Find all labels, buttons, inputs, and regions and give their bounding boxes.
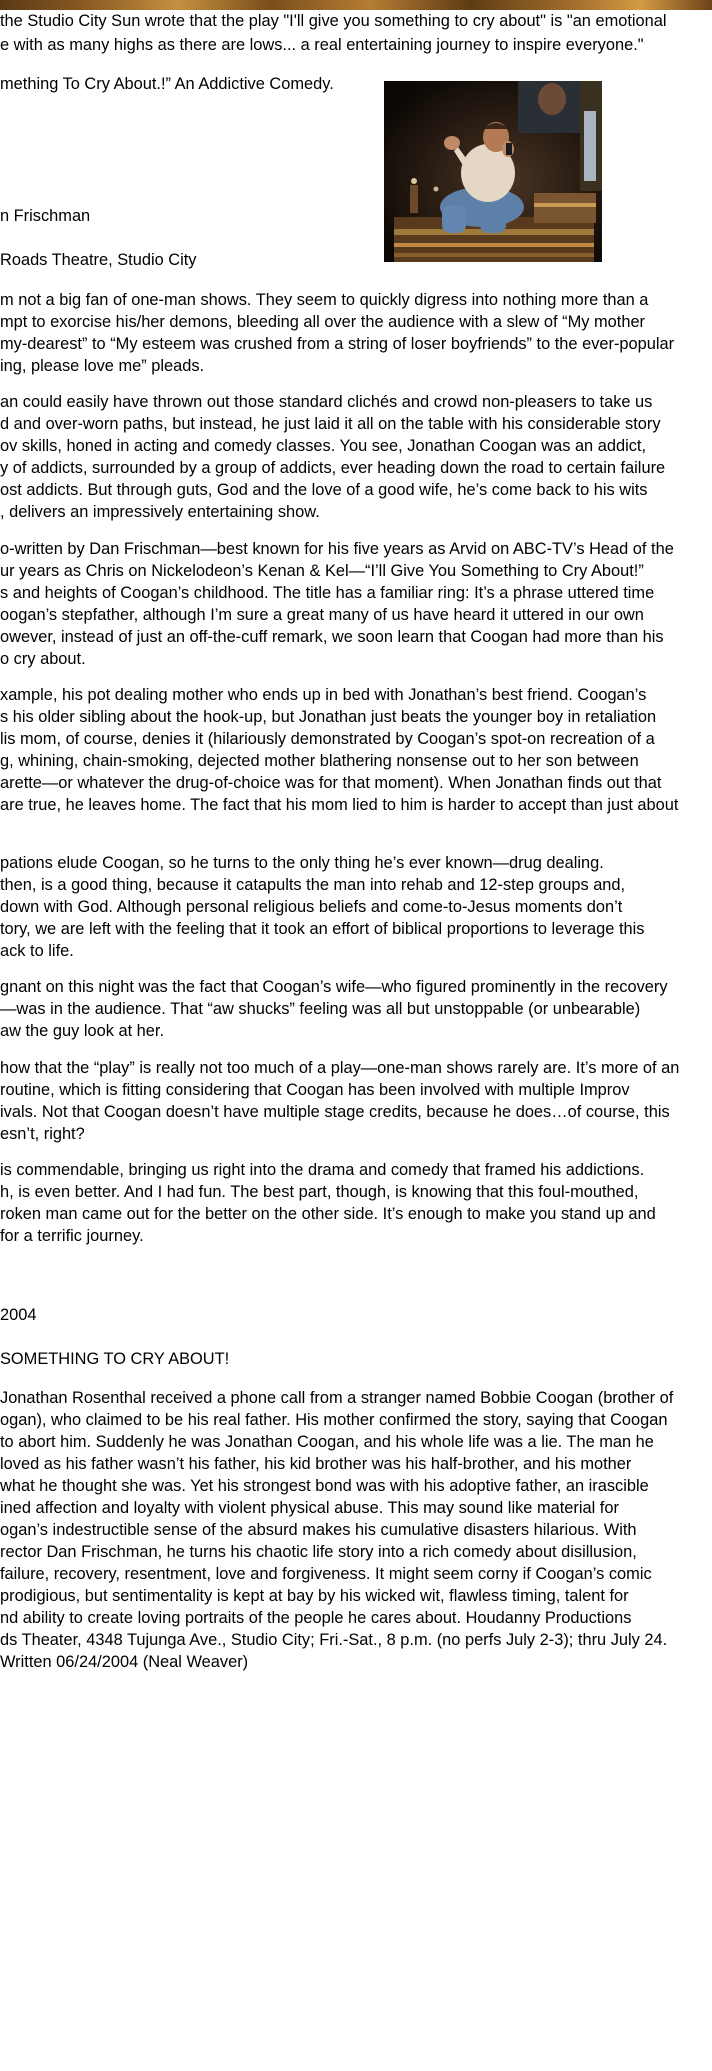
article-text-line: gnant on this night was the fact that Coogan’s wife—who figured prominently in the recovery <box>0 978 668 996</box>
article-text-line: y of addicts, surrounded by a group of addicts, ever heading down the road to certain failure <box>0 459 666 477</box>
performer-photo <box>384 81 602 262</box>
article-text-line: is commendable, bringing us right into the drama and comedy that framed his addictions. <box>0 1161 645 1179</box>
article-text-line: an could easily have thrown out those standard clichés and crowd non-pleasers to take us <box>0 393 653 411</box>
article-text-line: xample, his pot dealing mother who ends up in bed with Jonathan’s best friend. Coogan’s <box>0 686 647 704</box>
article-text-line: nd ability to create loving portraits of the people he cares about. Houdanny Productions <box>0 1609 632 1627</box>
article-text-line: o-written by Dan Frischman—best known for his five years as Arvid on ABC-TV’s Head of the <box>0 540 674 558</box>
top-banner <box>0 0 712 10</box>
article-text-line: arette—or whatever the drug-of-choice was for that moment). When Jonathan finds out that <box>0 774 662 792</box>
article-body <box>0 10 712 2071</box>
article-text-line: tory, we are left with the feeling that it took an effort of biblical proportions to leverage this <box>0 920 645 938</box>
article-text-line: lis mom, of course, denies it (hilariously demonstrated by Coogan’s spot-on recreation of a <box>0 730 655 748</box>
article-text-line: pations elude Coogan, so he turns to the only thing he’s ever known—drug dealing. <box>0 854 604 872</box>
article-text-line: , delivers an impressively entertaining show. <box>0 503 320 521</box>
article-text-line: oogan’s stepfather, although I’m sure a great many of us have heard it uttered in our own <box>0 606 644 624</box>
article-text-line: my-dearest” to “My esteem was crushed from a string of loser boyfriends” to the ever-popular <box>0 335 675 353</box>
article-text-line: n Frischman <box>0 207 91 225</box>
article-text-line: g, whining, chain-smoking, dejected mother blathering nonsense out to her son between <box>0 752 639 770</box>
article-text-line: Jonathan Rosenthal received a phone call from a stranger named Bobbie Coogan (brother of <box>0 1389 674 1407</box>
article-text-line: what he thought she was. Yet his strongest bond was with his adoptive father, an irascible <box>0 1477 649 1495</box>
article-text-line: mpt to exorcise his/her demons, bleeding all over the audience with a slew of “My mother <box>0 313 646 331</box>
article-text-line: owever, instead of just an off-the-cuff remark, we soon learn that Coogan had more than his <box>0 628 664 646</box>
article-text-line: s and heights of Coogan’s childhood. The title has a familiar ring: It’s a phrase uttered time <box>0 584 655 602</box>
article-text-line: are true, he leaves home. The fact that his mom lied to him is harder to accept than just about <box>0 796 679 814</box>
article-text-line: ur years as Chris on Nickelodeon’s Kenan & Kel—“I’ll Give You Something to Cry About!” <box>0 562 644 580</box>
article-text-line: down with God. Although personal religious beliefs and come-to-Jesus moments don’t <box>0 898 623 916</box>
article-text-line: ogan), who claimed to be his real father. His mother confirmed the story, saying that Coogan <box>0 1411 668 1429</box>
article-text-line: loved as his father wasn’t his father, his kid brother was his half-brother, and his mother <box>0 1455 632 1473</box>
article-text-line: d and over-worn paths, but instead, he just laid it all on the table with his considerable story <box>0 415 661 433</box>
article-text-line: Roads Theatre, Studio City <box>0 251 197 269</box>
article-text-line: ing, please love me” pleads. <box>0 357 205 375</box>
article-text-line: ost addicts. But through guts, God and the love of a good wife, he’s come back to his wits <box>0 481 648 499</box>
article-text-line: m not a big fan of one-man shows. They seem to quickly digress into nothing more than a <box>0 291 649 309</box>
article-text-line: to abort him. Suddenly he was Jonathan Coogan, and his whole life was a lie. The man he <box>0 1433 654 1451</box>
article-text-line: for a terrific journey. <box>0 1227 144 1245</box>
article-text-line: —was in the audience. That “aw shucks” feeling was all but unstoppable (or unbearable) <box>0 1000 641 1018</box>
article-text-line: ov skills, honed in acting and comedy classes. You see, Jonathan Coogan was an addict, <box>0 437 647 455</box>
article-text-line: failure, recovery, resentment, love and forgiveness. It might seem corny if Coogan’s comic <box>0 1565 652 1583</box>
article-text-line: s his older sibling about the hook-up, but Jonathan just beats the younger boy in retaliation <box>0 708 657 726</box>
article-text-line: roken man came out for the better on the other side. It’s enough to make you stand up and <box>0 1205 656 1223</box>
article-text-line: h, is even better. And I had fun. The best part, though, is knowing that this foul-mouthed, <box>0 1183 639 1201</box>
article-text-line: ivals. Not that Coogan doesn’t have multiple stage credits, because he does…of course, this <box>0 1103 670 1121</box>
article-text-line: routine, which is fitting considering that Coogan has been involved with multiple Improv <box>0 1081 630 1099</box>
article-text-line: Written 06/24/2004 (Neal Weaver) <box>0 1653 249 1671</box>
article-text-line: SOMETHING TO CRY ABOUT! <box>0 1350 230 1368</box>
article-text-line: the Studio City Sun wrote that the play "I'll give you something to cry about" is "an emotional <box>0 12 667 30</box>
article-text-line: 2004 <box>0 1306 37 1324</box>
article-text-line: esn’t, right? <box>0 1125 85 1143</box>
article-text-line: aw the guy look at her. <box>0 1022 165 1040</box>
article-text-line: prodigious, but sentimentality is kept at bay by his wicked wit, flawless timing, talent for <box>0 1587 629 1605</box>
article-text-line: o cry about. <box>0 650 86 668</box>
article-text-line: ack to life. <box>0 942 74 960</box>
article-text-line: e with as many highs as there are lows... a real entertaining journey to inspire everyone." <box>0 36 644 54</box>
article-text-line: mething To Cry About.!” An Addictive Comedy. <box>0 75 334 93</box>
article-text-line: how that the “play” is really not too much of a play—one-man shows rarely are. It’s more of an <box>0 1059 680 1077</box>
article-text-line: ds Theater, 4348 Tujunga Ave., Studio City; Fri.-Sat., 8 p.m. (no perfs July 2-3); thru July 24. <box>0 1631 668 1649</box>
article-text-line: then, is a good thing, because it catapults the man into rehab and 12-step groups and, <box>0 876 626 894</box>
article-text-line: rector Dan Frischman, he turns his chaotic life story into a rich comedy about disillusion, <box>0 1543 637 1561</box>
article-text-line: ogan’s indestructible sense of the absurd makes his cumulative disasters hilarious. With <box>0 1521 637 1539</box>
performer-photo-icon <box>384 81 602 262</box>
article-text-line: ined affection and loyalty with violent physical abuse. This may sound like material for <box>0 1499 619 1517</box>
